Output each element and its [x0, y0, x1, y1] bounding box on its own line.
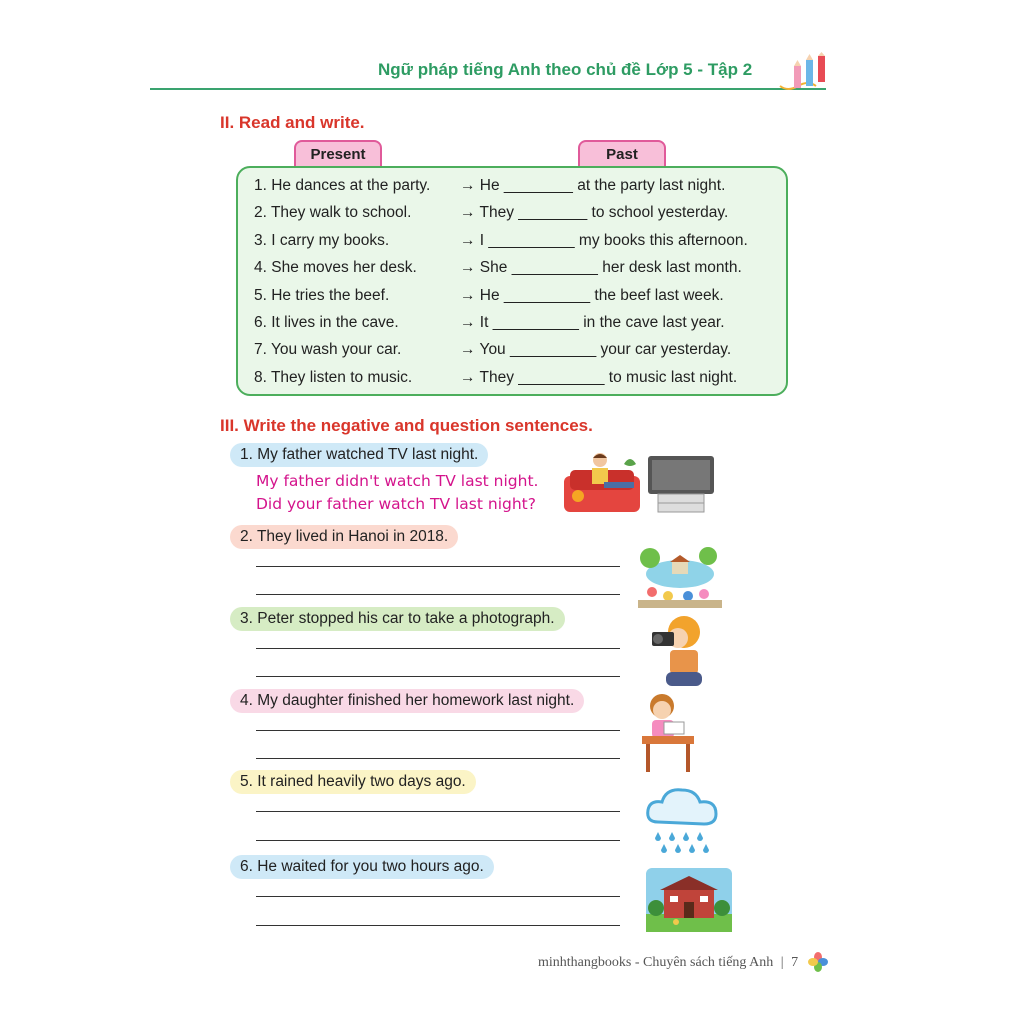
answer-line[interactable]: [256, 896, 620, 897]
man-watching-tv-icon: [560, 450, 720, 516]
boy-with-camera-icon: [648, 612, 706, 692]
prompt-sentence: 6. He waited for you two hours ago.: [230, 855, 494, 879]
exercise-row: [254, 364, 778, 391]
present-sentence: 5. He tries the beef.: [254, 286, 390, 304]
read-write-table: [236, 166, 788, 396]
answer-line[interactable]: [256, 925, 620, 926]
present-sentence: 2. They walk to school.: [254, 204, 412, 222]
page-number: 7: [791, 955, 799, 970]
past-sentence-blank: → They ________ to school yesterday.: [460, 204, 729, 222]
prompt-sentence: 3. Peter stopped his car to take a photograph.: [230, 607, 565, 631]
footer: [538, 955, 798, 971]
exercise-row: [254, 199, 778, 226]
hanoi-lake-scene-icon: [638, 542, 722, 608]
answer-line[interactable]: [256, 840, 620, 841]
prompt-sentence: 1. My father watched TV last night.: [230, 443, 488, 467]
pencils-decoration-icon: [778, 52, 834, 96]
present-sentence: 7. You wash your car.: [254, 341, 402, 359]
answer-line[interactable]: [256, 676, 620, 677]
exercise-row: [254, 336, 778, 363]
exercise-row: [254, 309, 778, 336]
prompt-sentence: 4. My daughter finished her homework last night.: [230, 689, 584, 713]
past-sentence-blank: → She __________ her desk last month.: [460, 259, 742, 277]
exercise-row: [254, 254, 778, 281]
past-sentence-blank: → He ________ at the party last night.: [460, 177, 726, 194]
past-sentence-blank: → It __________ in the cave last year.: [460, 314, 725, 331]
rain-cloud-icon: [644, 784, 720, 856]
present-sentence: 4. She moves her desk.: [254, 259, 417, 277]
present-sentence: 3. I carry my books.: [254, 231, 390, 249]
publisher-logo-icon: [808, 952, 828, 972]
section-2-title: II. Read and write.: [220, 113, 365, 132]
exercise-row: [254, 282, 778, 309]
past-sentence-blank: → I __________ my books this afternoon.: [460, 231, 748, 249]
answer-line[interactable]: [256, 566, 620, 567]
present-sentence: 6. It lives in the cave.: [254, 314, 399, 331]
exercise-row: [254, 227, 778, 254]
answer-line[interactable]: [256, 594, 620, 595]
past-sentence-blank: → You __________ your car yesterday.: [460, 341, 732, 359]
answer-line[interactable]: [256, 758, 620, 759]
answer-line[interactable]: [256, 730, 620, 731]
past-sentence-blank: → They __________ to music last night.: [460, 368, 738, 386]
present-tab-label: Present: [294, 140, 382, 168]
publisher-text: minhthangbooks - Chuyên sách tiếng Anh: [538, 955, 774, 970]
present-sentence: 8. They listen to music.: [254, 368, 413, 386]
answer-line[interactable]: [256, 811, 620, 812]
answer-line[interactable]: [256, 648, 620, 649]
prompt-sentence: 2. They lived in Hanoi in 2018.: [230, 525, 458, 549]
exercise-row: [254, 172, 778, 199]
page-header-title: Ngữ pháp tiếng Anh theo chủ đề Lớp 5 - Tập 2: [378, 60, 753, 79]
past-tab-label: Past: [578, 140, 666, 168]
negative-answer: My father didn't watch TV last night.: [256, 472, 539, 490]
header-divider: [150, 88, 826, 90]
question-answer: Did your father watch TV last night?: [256, 495, 536, 513]
section-3-title: III. Write the negative and question sentences.: [220, 416, 593, 435]
school-building-icon: [646, 868, 732, 932]
footer-separator: |: [780, 955, 784, 970]
girl-doing-homework-icon: [640, 690, 700, 774]
present-sentence: 1. He dances at the party.: [254, 177, 431, 194]
past-sentence-blank: → He __________ the beef last week.: [460, 286, 724, 304]
prompt-sentence: 5. It rained heavily two days ago.: [230, 770, 476, 794]
